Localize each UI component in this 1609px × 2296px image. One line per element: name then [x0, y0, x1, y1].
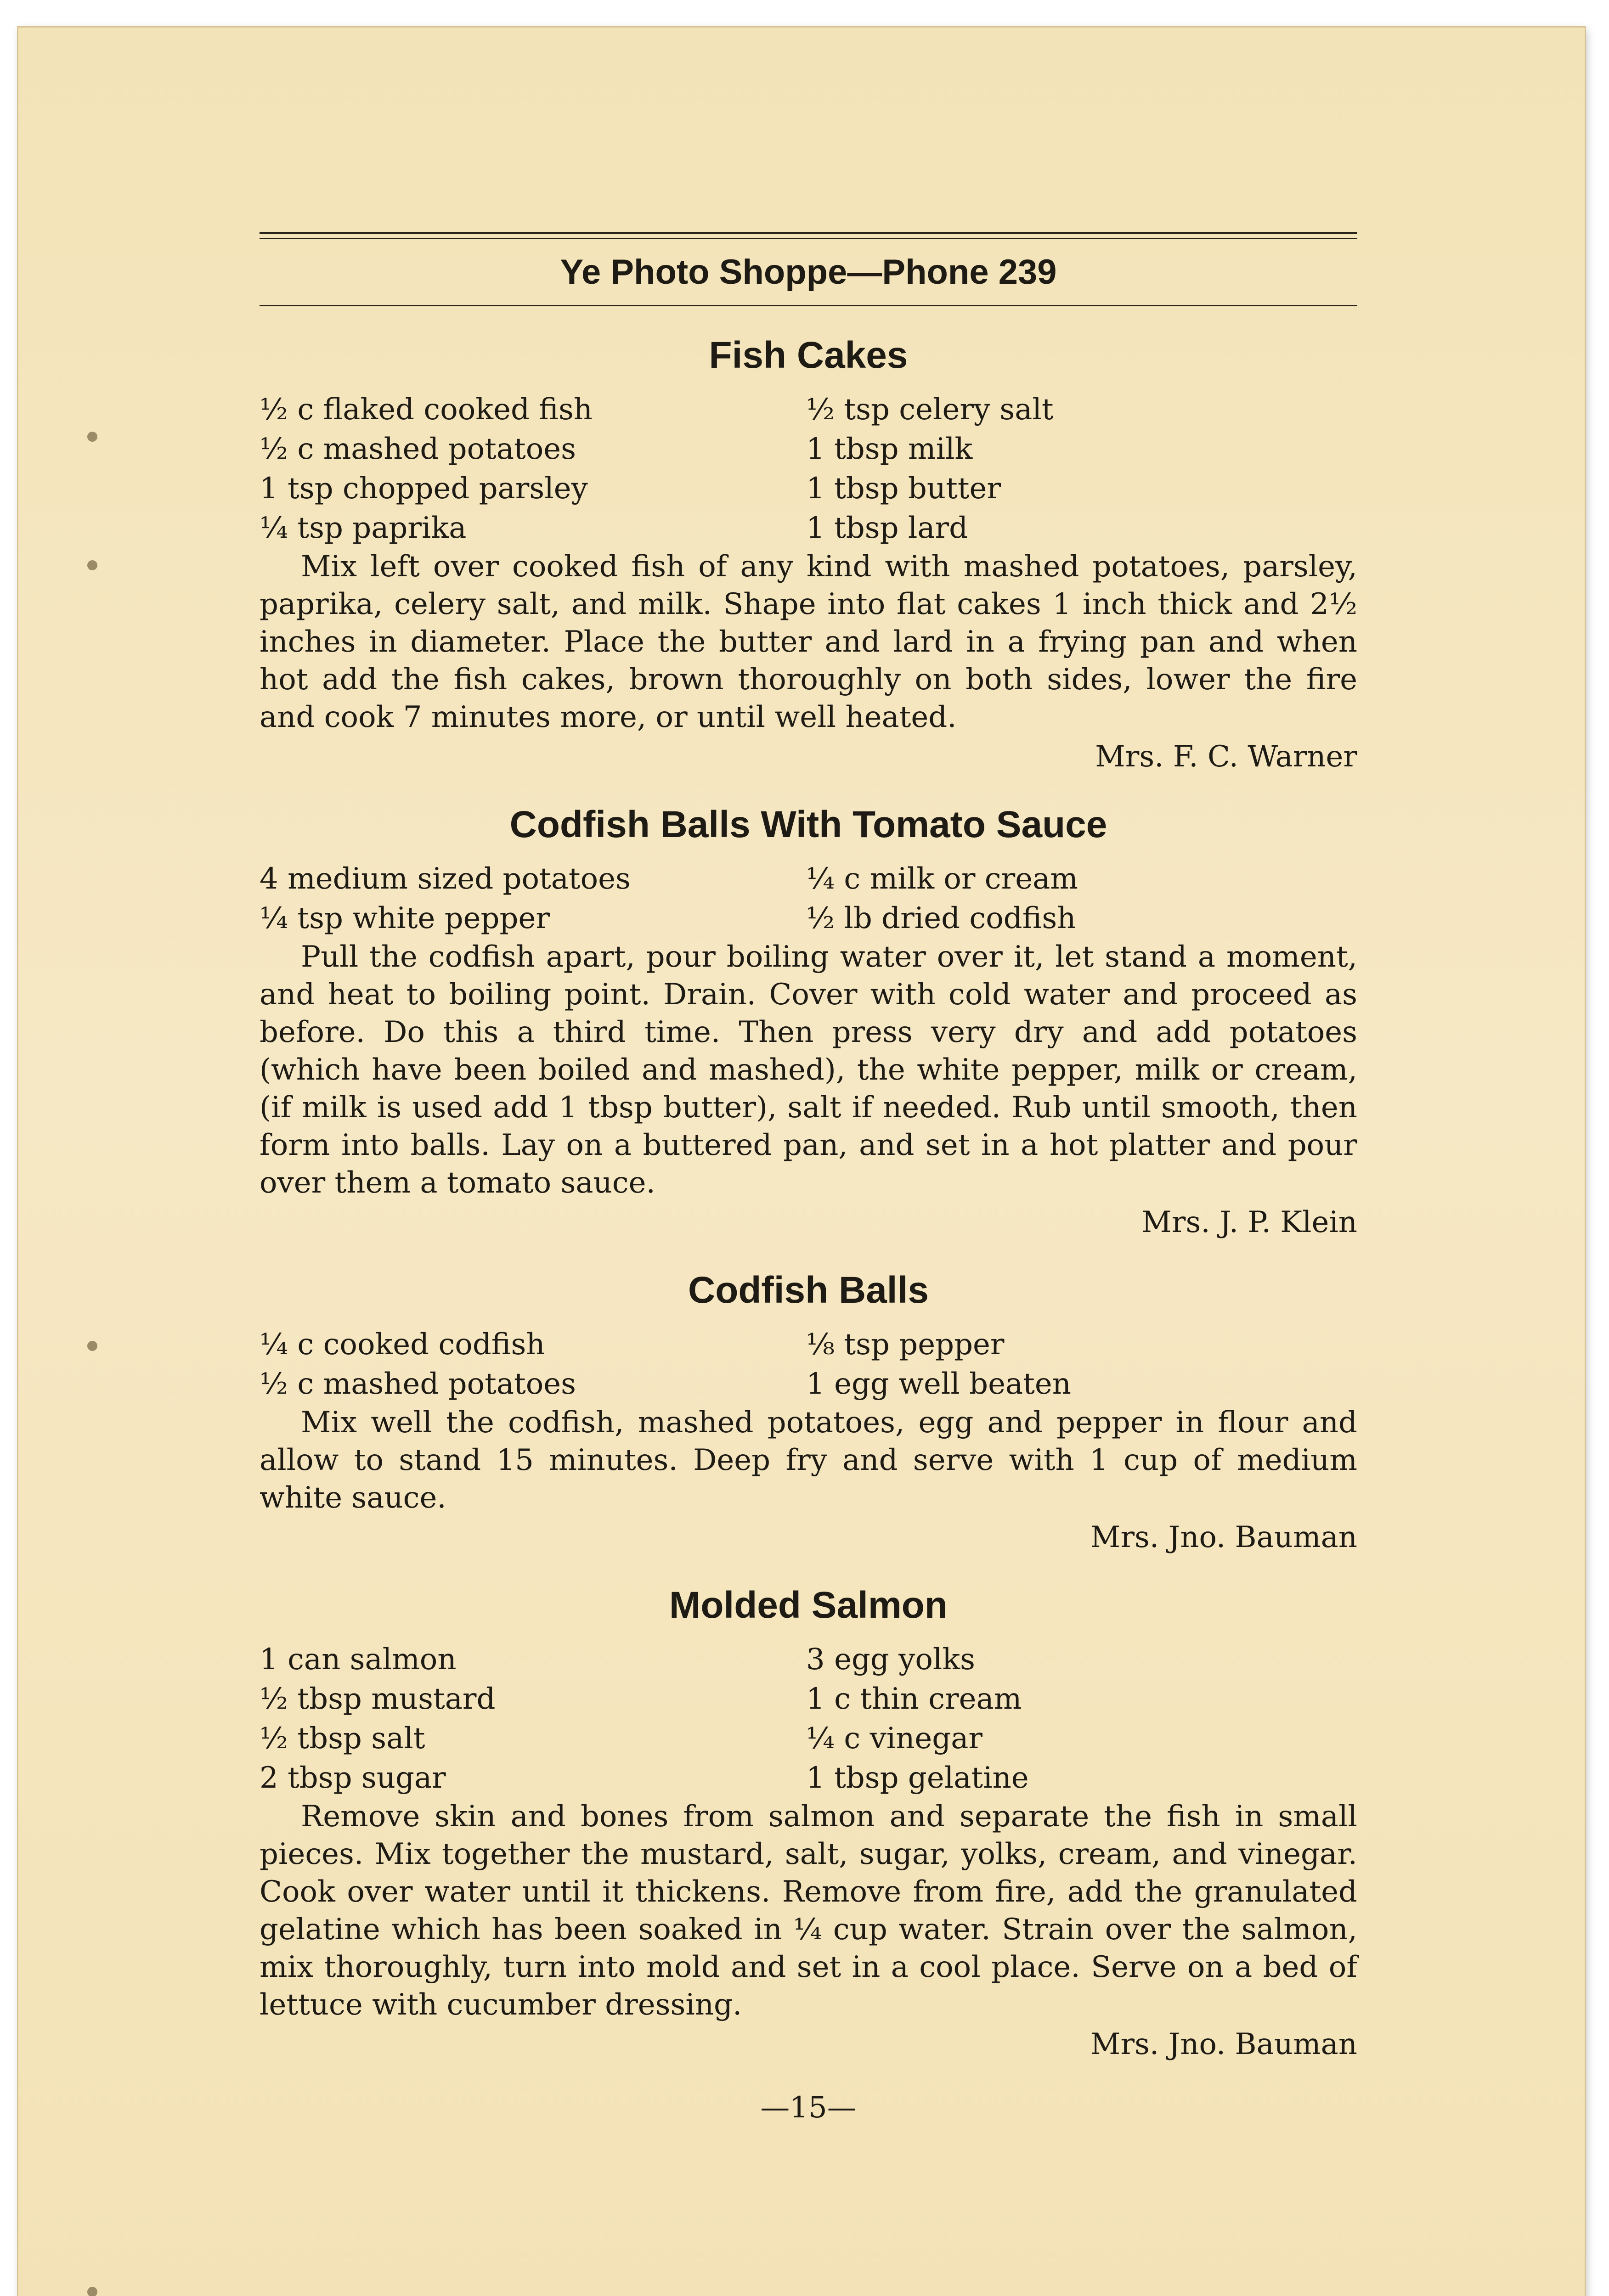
recipe-title: Molded Salmon — [669, 1584, 948, 1626]
recipe-credit: Mrs. Jno. Bauman — [1090, 1520, 1357, 1554]
recipe-credit: Mrs. J. P. Klein — [1141, 1205, 1357, 1239]
ingredient: 1 egg well beaten — [806, 1367, 1071, 1401]
recipe-codfish-balls-tomato-sauce — [260, 803, 1357, 1241]
recipe-credit: Mrs. F. C. Warner — [1095, 740, 1357, 774]
ingredient: 1 tbsp gelatine — [806, 1761, 1029, 1795]
ingredient: 1 tbsp lard — [806, 511, 968, 545]
binder-hole — [87, 560, 97, 570]
page-number: —15— — [760, 2091, 857, 2125]
ingredient: 1 tbsp milk — [806, 432, 973, 466]
recipe-title: Codfish Balls — [688, 1269, 929, 1311]
ingredient: 4 medium sized potatoes — [260, 862, 631, 896]
recipe-molded-salmon — [260, 1584, 1357, 2063]
ingredient: 1 c thin cream — [806, 1682, 1022, 1716]
ingredient: ¼ c vinegar — [806, 1722, 982, 1756]
recipe-method: Mix well the codfish, mashed potatoes, egg and pepper in flour and allow to stand 15 minutes. Deep fry and serve with 1 cup of medium white sauce. — [260, 1406, 1357, 1515]
ingredient: ½ lb dried codfish — [806, 901, 1076, 935]
ingredient: 1 tsp chopped parsley — [260, 472, 588, 506]
ingredient: ⅛ tsp pepper — [806, 1328, 1005, 1362]
recipe-method: Mix left over cooked fish of any kind with mashed potatoes, parsley, paprika, celery salt, and milk. Shape into flat cakes 1 inch thick and 2½ inches in diameter. Place the butter and lard in a frying pan and when hot add the fish cakes, brown thoroughly on both sides, lower the fire and cook 7 minutes more, or until well heated. — [260, 550, 1357, 734]
recipe-title: Fish Cakes — [709, 334, 908, 376]
ingredient-list — [260, 1640, 1357, 1798]
header-rule — [260, 305, 1357, 306]
page-header: Ye Photo Shoppe—Phone 239 — [560, 253, 1057, 292]
ingredient: ½ tsp celery salt — [806, 393, 1054, 427]
ingredient-list — [260, 390, 1357, 548]
ingredient: ½ c flaked cooked fish — [260, 393, 593, 427]
binder-hole — [87, 432, 97, 442]
binder-hole — [87, 2287, 97, 2296]
ingredient: 2 tbsp sugar — [260, 1761, 446, 1795]
recipe-credit: Mrs. Jno. Bauman — [1090, 2027, 1357, 2061]
ingredient: ¼ tsp white pepper — [260, 901, 550, 935]
ingredient: 1 tbsp butter — [806, 472, 1001, 506]
recipe-title: Codfish Balls With Tomato Sauce — [509, 804, 1107, 845]
top-rule — [260, 232, 1357, 234]
ingredient: ¼ c cooked codfish — [260, 1328, 545, 1362]
binder-hole — [87, 1341, 97, 1351]
ingredient: ½ tbsp salt — [260, 1722, 425, 1756]
ingredient-list — [260, 859, 1357, 938]
ingredient: ¼ c milk or cream — [806, 862, 1078, 896]
ingredient: 3 egg yolks — [806, 1643, 975, 1677]
recipe-codfish-balls — [260, 1269, 1357, 1556]
ingredient: ½ c mashed potatoes — [260, 1367, 576, 1401]
recipe-method: Pull the codfish apart, pour boiling water over it, let stand a moment, and heat to boiling point. Drain. Cover with cold water and proceed as before. Do this a third time. Then press very dry and add potatoes (which have been boiled and mashed), the white pepper, milk or cream, (if milk is used add 1 tbsp butter), salt if needed. Rub until smooth, then form into balls. Lay on a buttered pan, and set in a hot platter and pour over them a tomato sauce. — [260, 940, 1357, 1200]
ingredient-list — [260, 1325, 1357, 1404]
recipe-method: Remove skin and bones from salmon and separate the fish in small pieces. Mix together the mustard, salt, sugar, yolks, cream, and vinegar. Cook over water until it thickens. Remove from fire, add the granulated gelatine which has been soaked in ¼ cup water. Strain over the salmon, mix thoroughly, turn into mold and set in a cool place. Serve on a bed of lettuce with cucumber dressing. — [260, 1800, 1357, 2022]
ingredient: 1 can salmon — [260, 1643, 457, 1677]
recipe-fish-cakes — [260, 334, 1357, 776]
page-content — [260, 232, 1357, 2125]
ingredient: ¼ tsp paprika — [260, 511, 467, 545]
ingredient: ½ tbsp mustard — [260, 1682, 496, 1716]
ingredient: ½ c mashed potatoes — [260, 432, 576, 466]
